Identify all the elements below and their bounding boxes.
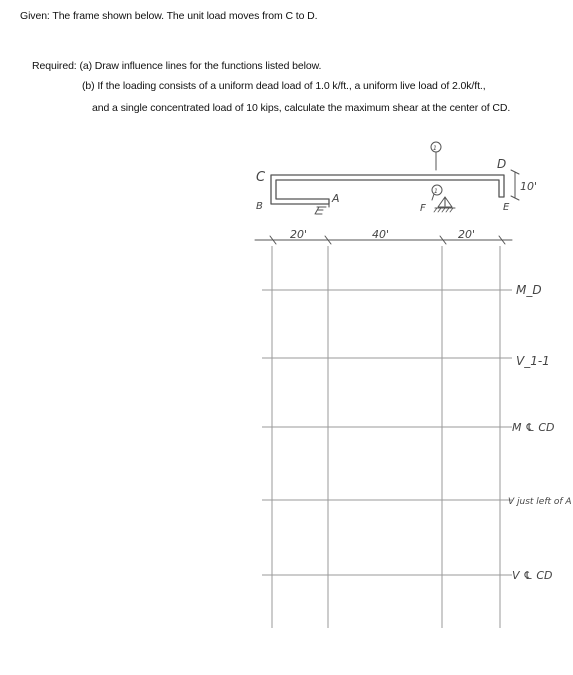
dimension-FD: 20' — [458, 228, 476, 241]
support-A-icon — [315, 207, 326, 214]
frame-outline — [271, 175, 504, 207]
required-intro: Required: (a) Draw influence lines for the functions listed below. — [32, 60, 322, 72]
height-label: 10' — [520, 180, 538, 193]
height-dimension — [511, 170, 537, 200]
dimension-AF: 40' — [372, 228, 390, 241]
label-A: A — [332, 192, 340, 205]
dimension-CA: 20' — [290, 228, 308, 241]
function-label-V-left-A: V just left of A — [508, 497, 572, 507]
function-label-MD: M_D — [516, 283, 542, 297]
label-F: F — [420, 203, 426, 214]
section-label-top: 1 — [433, 145, 437, 152]
section-label-mid: 1 — [434, 188, 438, 195]
required-part-b-line1: (b) If the loading consists of a uniform dead load of 1.0 k/ft., a uniform live load of 2.0k/ft., — [82, 80, 486, 92]
required-part-b-line2: and a single concentrated load of 10 kips, calculate the maximum shear at the center of CD. — [92, 102, 511, 114]
given-statement: Given: The frame shown below. The unit load moves from C to D. — [20, 10, 318, 22]
label-D: D — [497, 157, 507, 171]
label-E: E — [503, 202, 510, 213]
label-B: B — [256, 201, 263, 212]
label-C: C — [256, 170, 266, 185]
function-label-V-center-CD: V ℄ CD — [512, 569, 553, 582]
influence-line-grid — [262, 246, 512, 628]
function-label-V11: V_1-1 — [516, 354, 550, 368]
span-dimensions — [255, 228, 512, 244]
function-label-M-center-CD: M ℄ CD — [512, 421, 555, 434]
